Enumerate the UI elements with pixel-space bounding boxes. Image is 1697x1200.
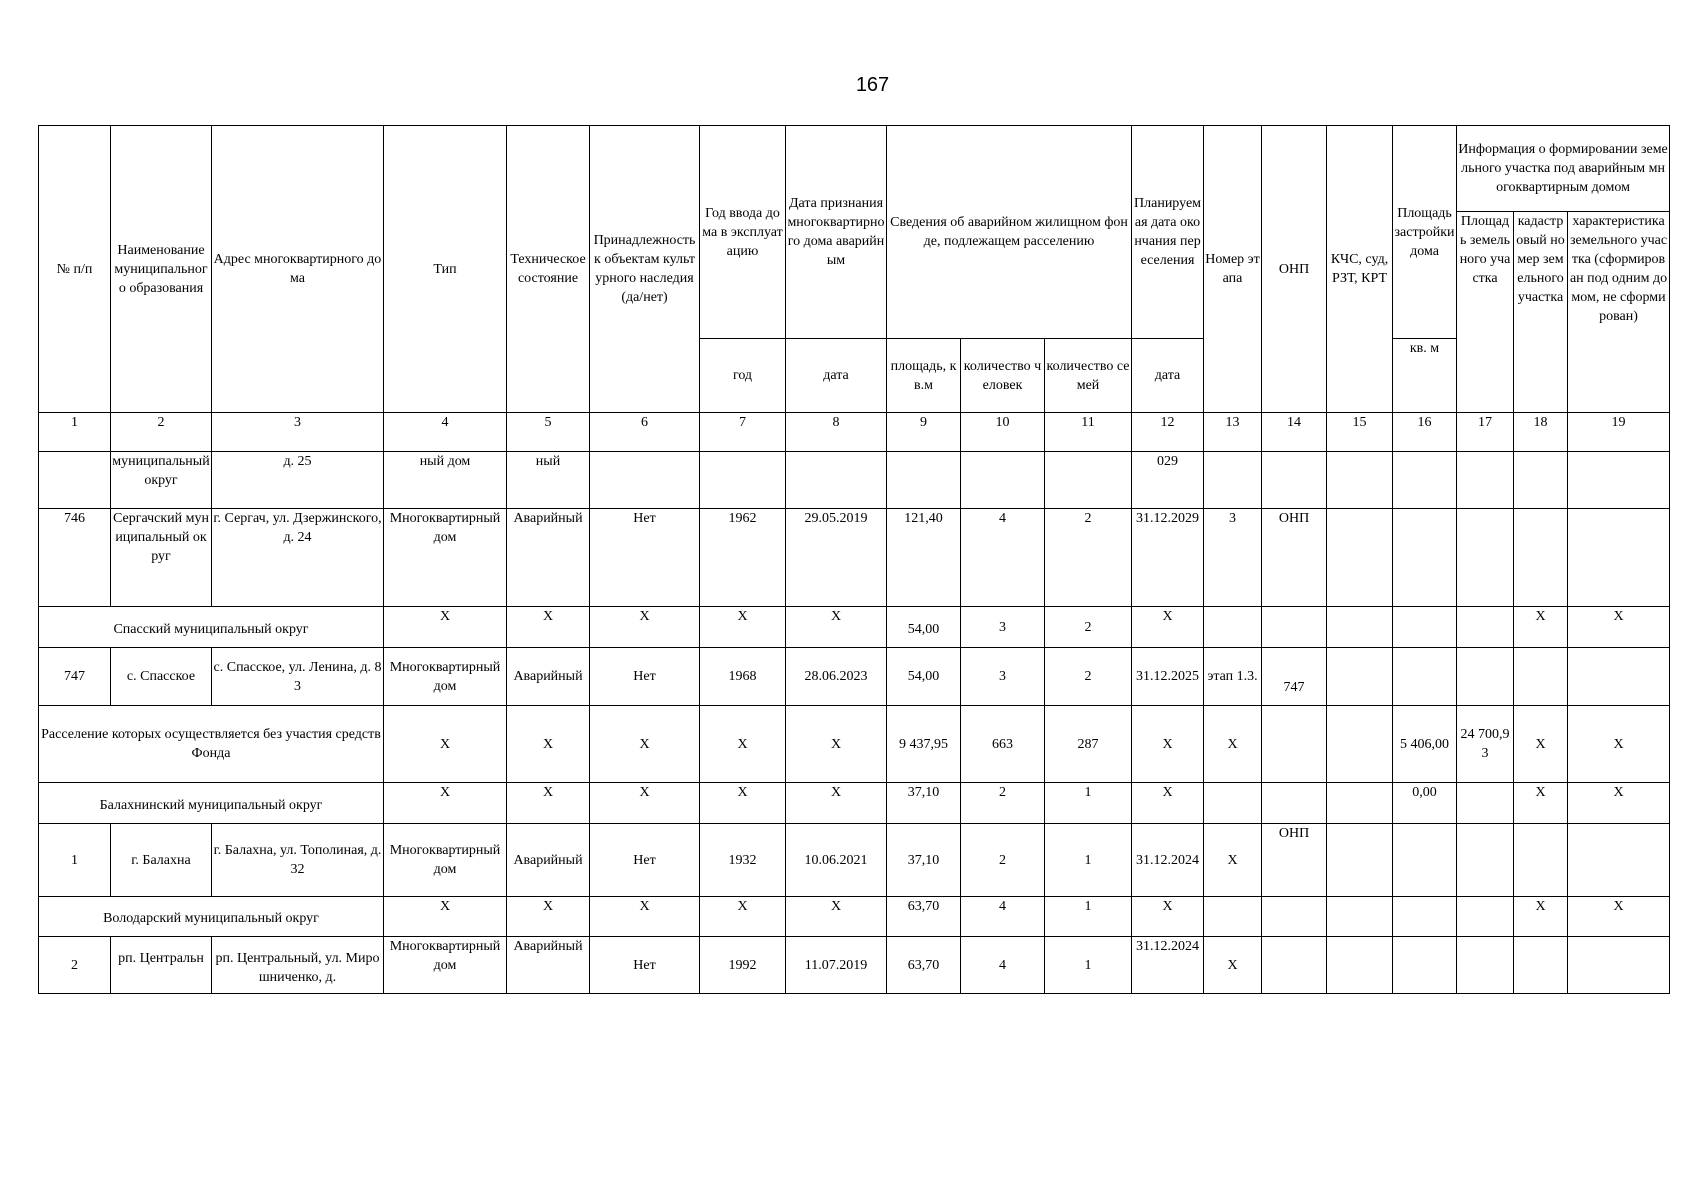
cell-stage: X bbox=[1204, 937, 1262, 994]
column-number: 8 bbox=[786, 413, 887, 452]
column-number: 13 bbox=[1204, 413, 1262, 452]
cell-address: д. 25 bbox=[212, 452, 384, 509]
cell-stage: 3 bbox=[1204, 509, 1262, 607]
group-label: Расселение которых осуществляется без участия средств Фонда bbox=[39, 706, 384, 783]
cell-recognition-date: 10.06.2021 bbox=[786, 824, 887, 897]
cell-land-area bbox=[1457, 824, 1514, 897]
cell-kchs bbox=[1327, 452, 1393, 509]
cell-year bbox=[700, 452, 786, 509]
header-year: Год ввода дома в эксплуатацию bbox=[700, 126, 786, 339]
cell-onp bbox=[1262, 452, 1327, 509]
cell-recognition-date: X bbox=[786, 607, 887, 648]
cell-cadastral bbox=[1514, 509, 1568, 607]
column-number: 14 bbox=[1262, 413, 1327, 452]
column-number: 5 bbox=[507, 413, 590, 452]
column-number: 10 bbox=[961, 413, 1045, 452]
cell-recognition-date: X bbox=[786, 706, 887, 783]
cell-kchs bbox=[1327, 783, 1393, 824]
cell-year: X bbox=[700, 607, 786, 648]
column-number: 1 bbox=[39, 413, 111, 452]
cell-kchs bbox=[1327, 607, 1393, 648]
column-number: 18 bbox=[1514, 413, 1568, 452]
cell-municipality: с. Спасское bbox=[111, 648, 212, 706]
cell-land-char: X bbox=[1568, 706, 1670, 783]
cell-land-char bbox=[1568, 648, 1670, 706]
cell-municipality: г. Балахна bbox=[111, 824, 212, 897]
cell-people: 4 bbox=[961, 937, 1045, 994]
cell-condition: X bbox=[507, 706, 590, 783]
cell-build-area: 5 406,00 bbox=[1393, 706, 1457, 783]
column-number: 2 bbox=[111, 413, 212, 452]
cell-kchs bbox=[1327, 509, 1393, 607]
cell-type: Многоквартирный дом bbox=[384, 937, 507, 994]
cell-heritage: X bbox=[590, 897, 700, 937]
cell-type: X bbox=[384, 706, 507, 783]
cell-recognition-date: 28.06.2023 bbox=[786, 648, 887, 706]
cell-cadastral bbox=[1514, 824, 1568, 897]
cell-stage: этап 1.3. bbox=[1204, 648, 1262, 706]
header-cadastral: кадастровый номер земельного участка bbox=[1514, 212, 1568, 413]
cell-type: ный дом bbox=[384, 452, 507, 509]
cell-onp bbox=[1262, 607, 1327, 648]
header-build-area: Площадь застройки дома bbox=[1393, 126, 1457, 339]
cell-type: X bbox=[384, 783, 507, 824]
cell-stage bbox=[1204, 452, 1262, 509]
cell-year: 1992 bbox=[700, 937, 786, 994]
cell-land-char bbox=[1568, 452, 1670, 509]
cell-kchs bbox=[1327, 648, 1393, 706]
column-number: 15 bbox=[1327, 413, 1393, 452]
cell-area: 37,10 bbox=[887, 824, 961, 897]
cell-year: 1932 bbox=[700, 824, 786, 897]
cell-kchs bbox=[1327, 824, 1393, 897]
cell-heritage: X bbox=[590, 607, 700, 648]
header-stage: Номер этапа bbox=[1204, 126, 1262, 413]
cell-stage: X bbox=[1204, 824, 1262, 897]
cell-onp bbox=[1262, 706, 1327, 783]
cell-year: 1962 bbox=[700, 509, 786, 607]
cell-year: X bbox=[700, 706, 786, 783]
cell-land-area bbox=[1457, 648, 1514, 706]
cell-type: Многоквартирный дом bbox=[384, 648, 507, 706]
header-condition: Техническое состояние bbox=[507, 126, 590, 413]
cell-area: 54,00 bbox=[887, 648, 961, 706]
header-row bbox=[39, 126, 1670, 212]
cell-build-area bbox=[1393, 897, 1457, 937]
column-numbers-row bbox=[39, 413, 1670, 452]
header-land-char: характеристика земельного участка (сформирован под одним домом, не сформирован) bbox=[1568, 212, 1670, 413]
cell-land-area bbox=[1457, 897, 1514, 937]
cell-land-area bbox=[1457, 452, 1514, 509]
cell-stage bbox=[1204, 783, 1262, 824]
header-fund-info: Сведения об аварийном жилищном фонде, подлежащем расселению bbox=[887, 126, 1132, 339]
cell-planned-date: 31.12.2025 bbox=[1132, 648, 1204, 706]
cell-build-area bbox=[1393, 824, 1457, 897]
cell-heritage bbox=[590, 452, 700, 509]
cell-municipality: муниципальный округ bbox=[111, 452, 212, 509]
header-land-area: Площадь земельного участка bbox=[1457, 212, 1514, 413]
cell-land-char bbox=[1568, 509, 1670, 607]
cell-cadastral: X bbox=[1514, 897, 1568, 937]
cell-heritage: Нет bbox=[590, 824, 700, 897]
cell-build-area bbox=[1393, 648, 1457, 706]
cell-cadastral: X bbox=[1514, 607, 1568, 648]
cell-condition: Аварийный bbox=[507, 937, 590, 994]
cell-cadastral bbox=[1514, 937, 1568, 994]
header-type: Тип bbox=[384, 126, 507, 413]
cell-recognition-date bbox=[786, 452, 887, 509]
table-row bbox=[39, 937, 1670, 994]
cell-address: рп. Центральный, ул. Мирошниченко, д. bbox=[212, 937, 384, 994]
cell-cadastral: X bbox=[1514, 783, 1568, 824]
cell-planned-date: X bbox=[1132, 706, 1204, 783]
cell-people: 3 bbox=[961, 648, 1045, 706]
cell-land-area bbox=[1457, 937, 1514, 994]
column-number: 17 bbox=[1457, 413, 1514, 452]
cell-address: с. Спасское, ул. Ленина, д. 83 bbox=[212, 648, 384, 706]
cell-planned-date: X bbox=[1132, 607, 1204, 648]
page-number: 167 bbox=[855, 74, 890, 96]
header-land-info: Информация о формировании земельного участка под аварийным многоквартирным домом bbox=[1457, 126, 1670, 212]
cell-kchs bbox=[1327, 937, 1393, 994]
cell-build-area bbox=[1393, 607, 1457, 648]
cell-municipality: Сергачский муниципальный округ bbox=[111, 509, 212, 607]
table-row bbox=[39, 452, 1670, 509]
cell-heritage: X bbox=[590, 706, 700, 783]
cell-land-char: X bbox=[1568, 607, 1670, 648]
column-number: 6 bbox=[590, 413, 700, 452]
cell-address: г. Сергач, ул. Дзержинского, д. 24 bbox=[212, 509, 384, 607]
cell-area: 121,40 bbox=[887, 509, 961, 607]
column-number: 3 bbox=[212, 413, 384, 452]
cell-num: 2 bbox=[39, 937, 111, 994]
table-row bbox=[39, 824, 1670, 897]
cell-people: 4 bbox=[961, 897, 1045, 937]
group-row bbox=[39, 897, 1670, 937]
cell-planned-date: 31.12.2024 bbox=[1132, 824, 1204, 897]
cell-heritage: X bbox=[590, 783, 700, 824]
cell-recognition-date: 11.07.2019 bbox=[786, 937, 887, 994]
cell-recognition-date: 29.05.2019 bbox=[786, 509, 887, 607]
cell-build-area bbox=[1393, 937, 1457, 994]
column-number: 4 bbox=[384, 413, 507, 452]
column-number: 12 bbox=[1132, 413, 1204, 452]
cell-planned-date: 31.12.2024 bbox=[1132, 937, 1204, 994]
cell-municipality: рп. Центральн bbox=[111, 937, 212, 994]
cell-families: 2 bbox=[1045, 509, 1132, 607]
cell-area: 9 437,95 bbox=[887, 706, 961, 783]
cell-kchs bbox=[1327, 706, 1393, 783]
cell-area bbox=[887, 452, 961, 509]
cell-condition: X bbox=[507, 783, 590, 824]
header-recognition-date: Дата признания многоквартирного дома аварийным bbox=[786, 126, 887, 339]
header-num: № п/п bbox=[39, 126, 111, 413]
cell-type: X bbox=[384, 607, 507, 648]
subheader-build-area-unit: кв. м bbox=[1393, 339, 1457, 413]
cell-people bbox=[961, 452, 1045, 509]
cell-land-char: X bbox=[1568, 783, 1670, 824]
cell-onp bbox=[1262, 937, 1327, 994]
subheader-planned-date: дата bbox=[1132, 339, 1204, 413]
cell-build-area bbox=[1393, 509, 1457, 607]
cell-onp bbox=[1262, 783, 1327, 824]
subheader-date: дата bbox=[786, 339, 887, 413]
cell-num: 747 bbox=[39, 648, 111, 706]
cell-year: 1968 bbox=[700, 648, 786, 706]
cell-recognition-date: X bbox=[786, 897, 887, 937]
cell-condition: X bbox=[507, 897, 590, 937]
cell-address: г. Балахна, ул. Тополиная, д. 32 bbox=[212, 824, 384, 897]
cell-planned-date: 029 bbox=[1132, 452, 1204, 509]
table-row bbox=[39, 509, 1670, 607]
subheader-area: площадь, кв.м bbox=[887, 339, 961, 413]
cell-families: 2 bbox=[1045, 648, 1132, 706]
header-kchs: КЧС, суд, РЗТ, КРТ bbox=[1327, 126, 1393, 413]
cell-planned-date: 31.12.2029 bbox=[1132, 509, 1204, 607]
column-number: 11 bbox=[1045, 413, 1132, 452]
cell-land-char: X bbox=[1568, 897, 1670, 937]
cell-people: 2 bbox=[961, 824, 1045, 897]
header-heritage: Принадлежность к объектам культурного наследия (да/нет) bbox=[590, 126, 700, 413]
cell-area: 54,00 bbox=[887, 607, 961, 648]
cell-onp bbox=[1262, 897, 1327, 937]
cell-num: 1 bbox=[39, 824, 111, 897]
cell-condition: Аварийный bbox=[507, 509, 590, 607]
header-municipality: Наименование муниципального образования bbox=[111, 126, 212, 413]
cell-num: 746 bbox=[39, 509, 111, 607]
cell-people: 663 bbox=[961, 706, 1045, 783]
group-label: Балахнинский муниципальный округ bbox=[39, 783, 384, 824]
housing-table bbox=[38, 125, 1670, 994]
cell-stage: X bbox=[1204, 706, 1262, 783]
cell-cadastral bbox=[1514, 452, 1568, 509]
cell-families bbox=[1045, 452, 1132, 509]
cell-recognition-date: X bbox=[786, 783, 887, 824]
group-row bbox=[39, 706, 1670, 783]
header-onp: ОНП bbox=[1262, 126, 1327, 413]
cell-stage bbox=[1204, 607, 1262, 648]
header-address: Адрес многоквартирного дома bbox=[212, 126, 384, 413]
cell-area: 63,70 bbox=[887, 897, 961, 937]
cell-land-area bbox=[1457, 783, 1514, 824]
cell-onp: ОНП bbox=[1262, 509, 1327, 607]
subheader-year: год bbox=[700, 339, 786, 413]
cell-year: X bbox=[700, 897, 786, 937]
cell-condition: ный bbox=[507, 452, 590, 509]
cell-type: Многоквартирный дом bbox=[384, 509, 507, 607]
cell-year: X bbox=[700, 783, 786, 824]
column-number: 16 bbox=[1393, 413, 1457, 452]
cell-heritage: Нет bbox=[590, 509, 700, 607]
cell-type: Многоквартирный дом bbox=[384, 824, 507, 897]
cell-condition: Аварийный bbox=[507, 824, 590, 897]
cell-land-area: 24 700,93 bbox=[1457, 706, 1514, 783]
cell-onp: 747 bbox=[1262, 648, 1327, 706]
cell-people: 2 bbox=[961, 783, 1045, 824]
cell-heritage: Нет bbox=[590, 937, 700, 994]
cell-families: 1 bbox=[1045, 824, 1132, 897]
cell-families: 1 bbox=[1045, 897, 1132, 937]
cell-planned-date: X bbox=[1132, 897, 1204, 937]
cell-area: 63,70 bbox=[887, 937, 961, 994]
header-planned-date: Планируемая дата окончания переселения bbox=[1132, 126, 1204, 339]
cell-kchs bbox=[1327, 897, 1393, 937]
cell-onp: ОНП bbox=[1262, 824, 1327, 897]
cell-type: X bbox=[384, 897, 507, 937]
cell-stage bbox=[1204, 897, 1262, 937]
cell-people: 3 bbox=[961, 607, 1045, 648]
cell-land-char bbox=[1568, 824, 1670, 897]
cell-build-area: 0,00 bbox=[1393, 783, 1457, 824]
cell-land-area bbox=[1457, 509, 1514, 607]
cell-cadastral bbox=[1514, 648, 1568, 706]
cell-cadastral: X bbox=[1514, 706, 1568, 783]
group-label: Володарский муниципальный округ bbox=[39, 897, 384, 937]
cell-people: 4 bbox=[961, 509, 1045, 607]
group-row bbox=[39, 783, 1670, 824]
cell-families: 2 bbox=[1045, 607, 1132, 648]
cell-condition: Аварийный bbox=[507, 648, 590, 706]
cell-area: 37,10 bbox=[887, 783, 961, 824]
subheader-people: количество человек bbox=[961, 339, 1045, 413]
column-number: 9 bbox=[887, 413, 961, 452]
group-row bbox=[39, 607, 1670, 648]
column-number: 7 bbox=[700, 413, 786, 452]
column-number: 19 bbox=[1568, 413, 1670, 452]
cell-families: 1 bbox=[1045, 937, 1132, 994]
table-row bbox=[39, 648, 1670, 706]
cell-land-area bbox=[1457, 607, 1514, 648]
cell-land-char bbox=[1568, 937, 1670, 994]
cell-condition: X bbox=[507, 607, 590, 648]
group-label: Спасский муниципальный округ bbox=[39, 607, 384, 648]
cell-families: 1 bbox=[1045, 783, 1132, 824]
subheader-families: количество семей bbox=[1045, 339, 1132, 413]
cell-num bbox=[39, 452, 111, 509]
cell-planned-date: X bbox=[1132, 783, 1204, 824]
cell-build-area bbox=[1393, 452, 1457, 509]
cell-families: 287 bbox=[1045, 706, 1132, 783]
cell-heritage: Нет bbox=[590, 648, 700, 706]
